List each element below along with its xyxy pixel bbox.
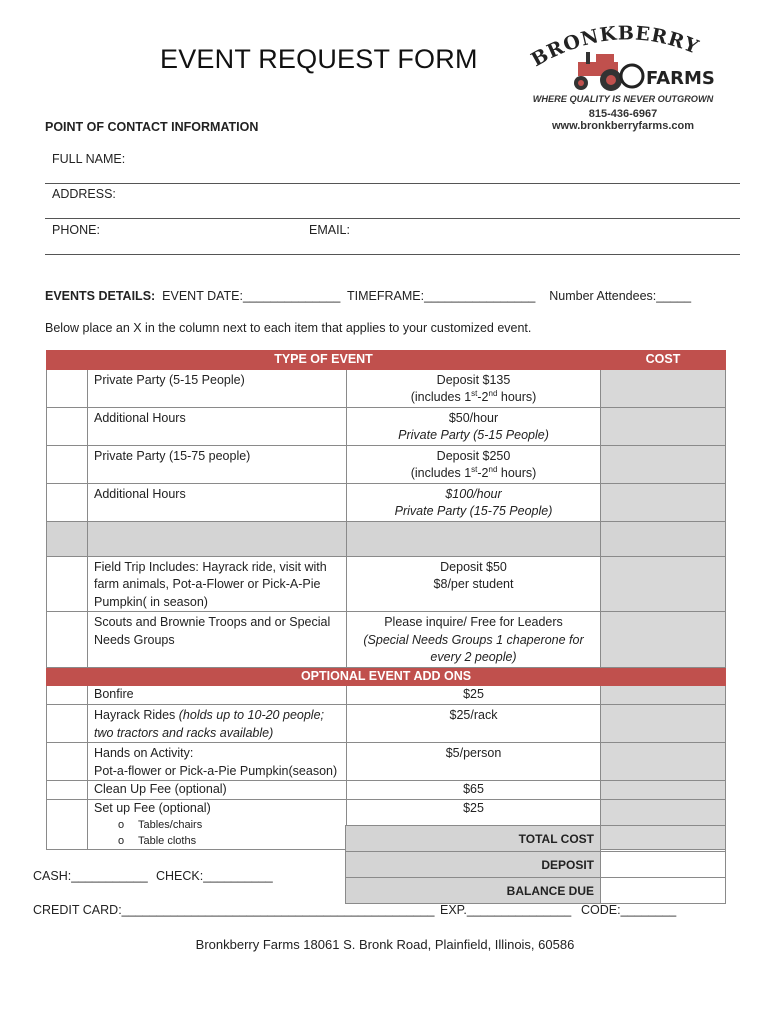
form-title: EVENT REQUEST FORM xyxy=(160,44,478,74)
cash-field[interactable]: CASH:___________ xyxy=(33,869,148,883)
table-row xyxy=(47,483,726,521)
contact-heading: POINT OF CONTACT INFORMATION xyxy=(45,120,259,134)
item-label: Private Party (15-75 people) xyxy=(88,445,347,483)
select-box[interactable] xyxy=(47,799,88,850)
cost-cell[interactable] xyxy=(601,369,726,407)
price-cell xyxy=(347,445,601,483)
item-label: Bonfire xyxy=(88,686,347,705)
logo-website: www.bronkberryfarms.com xyxy=(551,120,695,132)
addons-header-row xyxy=(47,667,726,686)
item-label: Private Party (5-15 People) xyxy=(88,369,347,407)
total-cost-label: TOTAL COST xyxy=(346,826,601,852)
select-box[interactable] xyxy=(47,556,88,612)
select-box[interactable] xyxy=(47,612,88,668)
address-label: ADDRESS: xyxy=(52,187,116,201)
price-cell: $5/person xyxy=(347,743,601,781)
price-cell xyxy=(347,483,601,521)
cost-cell[interactable] xyxy=(601,556,726,612)
price-line: $8/per student xyxy=(433,577,514,591)
price-line: (Special Needs Groups 1 chaperone for every 2 people) xyxy=(363,632,584,664)
select-box[interactable] xyxy=(47,743,88,781)
item-label: Clean Up Fee (optional) xyxy=(88,781,347,800)
price-cell: $25/rack xyxy=(347,705,601,743)
address-field[interactable] xyxy=(45,218,740,219)
table-row xyxy=(47,612,726,668)
item-label: Hands on Activity: Pot-a-flower or Pick-a-Pie Pumpkin(season) xyxy=(88,743,347,781)
price-cell: $25 xyxy=(347,799,601,850)
cost-cell[interactable] xyxy=(601,781,726,800)
price-line: Deposit $135 xyxy=(436,372,511,387)
select-box[interactable] xyxy=(47,445,88,483)
cost-cell[interactable] xyxy=(601,686,726,705)
balance-due-label: BALANCE DUE xyxy=(346,878,601,904)
credit-card-field[interactable]: CREDIT CARD:_____________________________________________ xyxy=(33,903,435,917)
table-row xyxy=(47,445,726,483)
price-line: Private Party (5-15 People) xyxy=(398,428,549,442)
email-label: EMAIL: xyxy=(309,223,350,237)
table-row xyxy=(47,556,726,612)
price-line: $50/hour xyxy=(448,410,499,425)
table-header xyxy=(47,351,726,370)
price-cell xyxy=(347,369,601,407)
cost-cell[interactable] xyxy=(601,483,726,521)
full-name-field[interactable] xyxy=(45,183,740,184)
select-box[interactable] xyxy=(47,407,88,445)
logo-phone: 815-436-6967 xyxy=(588,108,658,120)
price-cell xyxy=(347,612,601,668)
event-details-label: EVENTS DETAILS: xyxy=(45,289,156,303)
table-row xyxy=(47,743,726,781)
attendees-field[interactable]: Number Attendees:_____ xyxy=(549,289,692,303)
cost-cell[interactable] xyxy=(601,612,726,668)
type-of-event-header: TYPE OF EVENT xyxy=(47,351,601,370)
price-cell xyxy=(347,407,601,445)
item-label: Set up Fee (optional) o Tables/chairs o Table cloths xyxy=(88,799,347,850)
cost-cell[interactable] xyxy=(601,407,726,445)
full-name-label: FULL NAME: xyxy=(52,152,126,166)
deposit-row xyxy=(346,852,726,878)
table-row xyxy=(47,705,726,743)
price-line: Deposit $50 xyxy=(440,559,507,574)
cost-cell[interactable] xyxy=(601,445,726,483)
logo-name-top: BRONKBERRY xyxy=(527,22,703,72)
item-label: Field Trip Includes: Hayrack ride, visit with farm animals, Pot-a-Flower or Pick-A-Pie Pumpkin( in season) xyxy=(88,556,347,612)
timeframe-field[interactable]: TIMEFRAME:________________ xyxy=(347,289,536,303)
table-row xyxy=(47,407,726,445)
item-label: Scouts and Brownie Troops and or Special Needs Groups xyxy=(88,612,347,668)
total-cost-field[interactable] xyxy=(601,826,726,852)
item-label: Additional Hours xyxy=(88,407,347,445)
price-cell: $25 xyxy=(347,686,601,705)
deposit-label: DEPOSIT xyxy=(346,852,601,878)
item-label: Additional Hours xyxy=(88,483,347,521)
balance-due-field[interactable] xyxy=(601,878,726,904)
check-field[interactable]: CHECK:__________ xyxy=(156,869,273,883)
price-line: Deposit $250 xyxy=(436,448,511,463)
table-row xyxy=(47,781,726,800)
item-label: Hayrack Rides (holds up to 10-20 people; two tractors and racks available) xyxy=(88,705,347,743)
price-cell: $65 xyxy=(347,781,601,800)
balance-due-row xyxy=(346,878,726,904)
tractor-icon xyxy=(574,52,643,91)
deposit-field[interactable] xyxy=(601,852,726,878)
price-line: $100/hour xyxy=(445,486,502,501)
cost-cell[interactable] xyxy=(601,743,726,781)
phone-email-field[interactable] xyxy=(45,254,740,255)
separator-row xyxy=(47,521,726,556)
event-date-field[interactable]: EVENT DATE:______________ xyxy=(162,289,341,303)
select-box[interactable] xyxy=(47,705,88,743)
select-box[interactable] xyxy=(47,686,88,705)
table-row xyxy=(47,369,726,407)
phone-label: PHONE: xyxy=(52,223,100,237)
event-table xyxy=(46,350,726,850)
total-cost-row xyxy=(346,826,726,852)
select-box[interactable] xyxy=(47,483,88,521)
exp-field[interactable]: EXP._______________ xyxy=(440,903,572,917)
price-line: (includes 1st-2nd hours) xyxy=(410,464,537,480)
price-line: Please inquire/ Free for Leaders xyxy=(384,615,563,629)
addons-header: OPTIONAL EVENT ADD ONS xyxy=(47,667,726,686)
cost-cell[interactable] xyxy=(601,705,726,743)
instructions: Below place an X in the column next to each item that applies to your customized event. xyxy=(45,321,532,335)
totals-table xyxy=(345,825,726,904)
logo-tagline: WHERE QUALITY IS NEVER OUTGROWN xyxy=(532,94,714,104)
footer-address: Bronkberry Farms 18061 S. Bronk Road, Plainfield, Illinois, 60586 xyxy=(195,937,575,952)
price-line: Private Party (15-75 People) xyxy=(394,504,553,518)
logo-name-bottom: FARMS xyxy=(646,68,715,89)
code-field[interactable]: CODE:________ xyxy=(581,903,677,917)
cost-header: COST xyxy=(601,351,726,370)
select-box[interactable] xyxy=(47,781,88,800)
select-box[interactable] xyxy=(47,369,88,407)
price-line: (includes 1st-2nd hours) xyxy=(410,388,537,404)
price-cell xyxy=(347,556,601,612)
event-details-line xyxy=(45,289,691,303)
table-row xyxy=(47,686,726,705)
